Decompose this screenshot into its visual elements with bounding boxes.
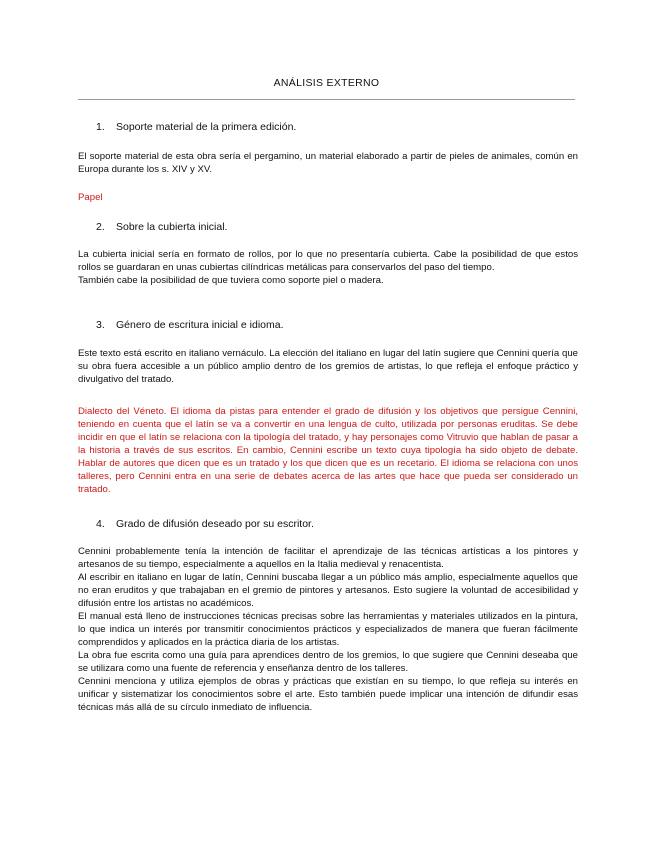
- section-heading-text: Soporte material de la primera edición.: [116, 121, 297, 133]
- paragraph: También cabe la posibilidad de que tuviera como soporte piel o madera.: [78, 275, 384, 286]
- paragraph: La cubierta inicial sería en formato de rollos, por lo que no presentaría cubierta. Cabe la posibilidad de que estos rollos se guardaran en unas cubiertas cilíndricas metálicas para conservarlos del paso del tiempo.: [78, 249, 578, 273]
- section-number: 4.: [96, 518, 105, 530]
- section-2-body: [78, 248, 578, 287]
- section-4-heading: [96, 517, 314, 531]
- section-heading-text: Género de escritura inicial e idioma.: [116, 319, 284, 331]
- paragraph: La obra fue escrita como una guía para aprendices dentro de los gremios, lo que sugiere que Cennini deseaba que se utilizara como una fuente de referencia y enseñanza dentro de los talleres.: [78, 650, 578, 674]
- title-divider: [78, 99, 575, 100]
- paragraph: Cennini probablemente tenía la intención de facilitar el aprendizaje de las técnicas artísticas a los pintores y artesanos de su tiempo, especialmente a aquellos en la Italia medieval y renacentista.: [78, 546, 578, 570]
- section-number: 2.: [96, 221, 105, 233]
- paragraph: Cennini menciona y utiliza ejemplos de obras y prácticas que existían en su tiempo, lo que refleja su interés en unificar y sistematizar los conocimientos sobre el arte. Esto también puede implicar una intención de difundir esas técnicas más allá de su círculo inmediato de influencia.: [78, 676, 578, 713]
- paragraph: Al escribir en italiano en lugar de latín, Cennini buscaba llegar a un público más amplio, especialmente aquellos que no eran eruditos y que trabajaban en el gremio de pintores y artesanos. Esto sugiere la voluntad de accesibilidad y difusión entre los artistas no académicos.: [78, 572, 578, 609]
- section-heading-text: Grado de difusión deseado por su escritor.: [116, 518, 314, 530]
- section-number: 1.: [96, 121, 105, 133]
- section-heading-text: Sobre la cubierta inicial.: [116, 221, 228, 233]
- section-1-body: [78, 150, 578, 176]
- section-1-note: [78, 191, 578, 204]
- section-3-heading: [96, 318, 284, 332]
- section-4-body: [78, 545, 578, 714]
- paragraph: El soporte material de esta obra sería el pergamino, un material elaborado a partir de pieles de animales, común en Europa durante los s. XIV y XV.: [78, 151, 578, 175]
- section-2-heading: [96, 220, 227, 234]
- page-title: ANÁLISIS EXTERNO: [273, 77, 380, 89]
- paragraph: El manual está lleno de instrucciones técnicas precisas sobre las herramientas y materiales utilizados en la pintura, lo que indica un interés por transmitir conocimientos prácticos y especializados de manera que fueran fácilmente comprendidos y aplicados en la práctica diaria de los artistas.: [78, 611, 578, 648]
- annotation-note: Papel: [78, 192, 103, 203]
- paragraph: Este texto está escrito en italiano vernáculo. La elección del italiano en lugar del latín sugiere que Cennini quería que su obra fuera accesible a un público amplio dentro de los gremios de artistas, lo que refleja el enfoque práctico y divulgativo del tratado.: [78, 348, 578, 385]
- section-3-body: [78, 347, 578, 386]
- section-1-heading: [96, 120, 296, 134]
- section-3-note: [78, 405, 578, 496]
- annotation-note: Dialecto del Véneto. El idioma da pistas para entender el grado de difusión y los objetivos que persigue Cennini, teniendo en cuenta que el latín se va a convertir en una lengua de culto, utilizada por personas eruditas. Se debe incidir en que el latín se relaciona con la tipología del tratado, y hay personajes como Vitruvio que hablan de pasar a la historia a través de sus escritos. En cambio, Cennini escribe un texto cuya tipología ha sido objeto de debate. Hablar de autores que dicen que es un tratado y los que dicen que es un recetario. El idioma se relaciona con unos talleres, pero Cennini entra en una serie de debates acerca de las artes que hace que pueda ser considerado un tratado.: [78, 406, 578, 495]
- section-number: 3.: [96, 319, 105, 331]
